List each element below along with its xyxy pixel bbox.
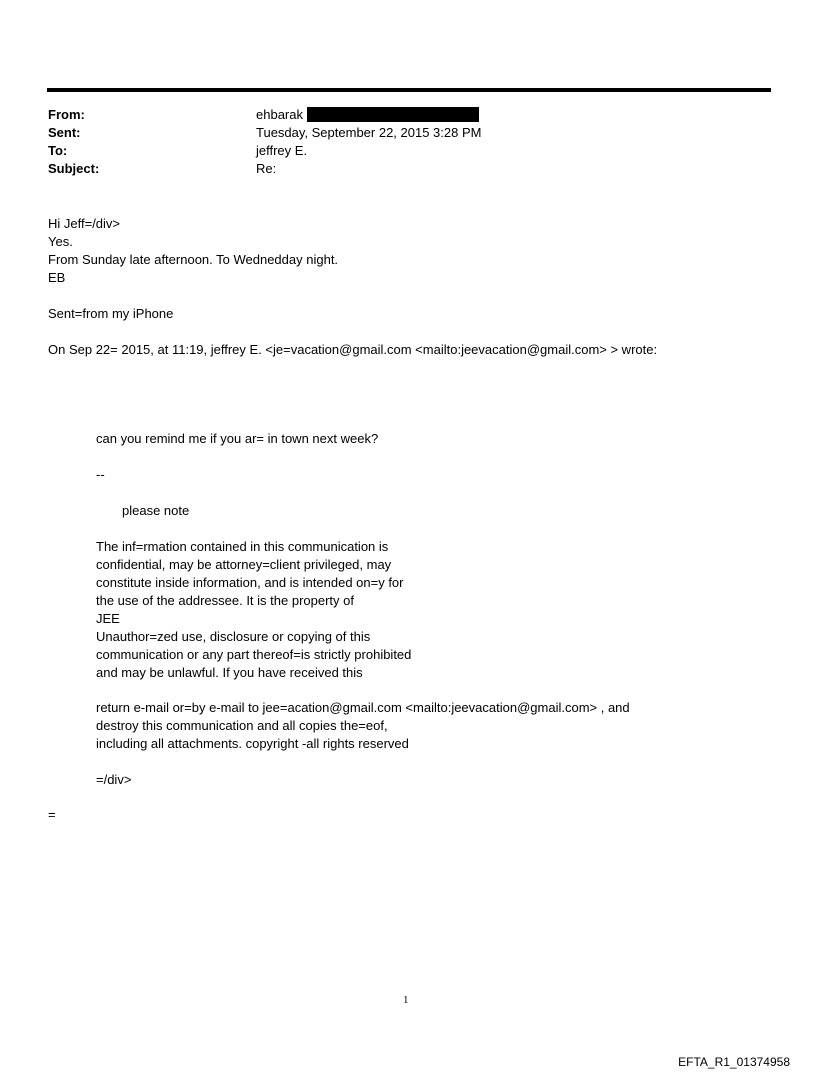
document-id: EFTA_R1_01374958	[678, 1055, 790, 1069]
disclaimer-line: the use of the addressee. It is the property of	[96, 593, 354, 608]
sent-label: Sent:	[48, 125, 81, 140]
please-note: please note	[122, 503, 190, 518]
body-line: Hi Jeff=/div>	[48, 216, 121, 231]
to-label: To:	[48, 143, 68, 158]
signature-line: Sent=from my iPhone	[48, 306, 174, 321]
from-name: ehbarak	[256, 107, 303, 122]
from-value	[256, 106, 479, 124]
closing-line: return e-mail or=by e-mail to jee=acation@gmail.com <mailto:jeevacation@gmail.com> , and	[96, 700, 630, 715]
body-line: Yes.	[48, 234, 73, 249]
redaction-box	[307, 107, 479, 122]
disclaimer-line: confidential, may be attorney=client privileged, may	[96, 557, 392, 572]
quote-attribution: On Sep 22= 2015, at 11:19, jeffrey E. <je=vacation@gmail.com <mailto:jeevacation@gmail.com> > wrote:	[48, 342, 658, 357]
from-row	[48, 106, 748, 124]
quoted-question: can you remind me if you ar= in town next week?	[96, 431, 379, 446]
disclaimer-line: and may be unlawful. If you have received this	[96, 665, 363, 680]
closing-line: destroy this communication and all copies the=eof,	[96, 718, 388, 733]
sent-value: Tuesday, September 22, 2015 3:28 PM	[256, 125, 482, 140]
from-label: From:	[48, 107, 85, 122]
subject-row	[48, 160, 748, 178]
quoted-end-div: =/div>	[96, 772, 132, 787]
sent-row	[48, 124, 748, 142]
body-line: From Sunday late afternoon. To Wednedday night.	[48, 252, 339, 267]
disclaimer-line: JEE	[96, 611, 120, 626]
page-number: 1	[403, 994, 409, 1006]
disclaimer-line: Unauthor=zed use, disclosure or copying of this	[96, 629, 371, 644]
to-row	[48, 142, 748, 160]
disclaimer-line: communication or any part thereof=is strictly prohibited	[96, 647, 412, 662]
header-rule	[47, 88, 771, 92]
body-line: EB	[48, 270, 66, 285]
closing-line: including all attachments. copyright -all rights reserved	[96, 736, 409, 751]
email-header	[48, 106, 748, 178]
disclaimer-line: constitute inside information, and is intended on=y for	[96, 575, 404, 590]
subject-value: Re:	[256, 161, 277, 176]
to-value: jeffrey E.	[256, 143, 308, 158]
quoted-separator: --	[96, 467, 105, 482]
trailing-mark: =	[48, 807, 56, 822]
disclaimer-line: The inf=rmation contained in this communication is	[96, 539, 389, 554]
subject-label: Subject:	[48, 161, 100, 176]
